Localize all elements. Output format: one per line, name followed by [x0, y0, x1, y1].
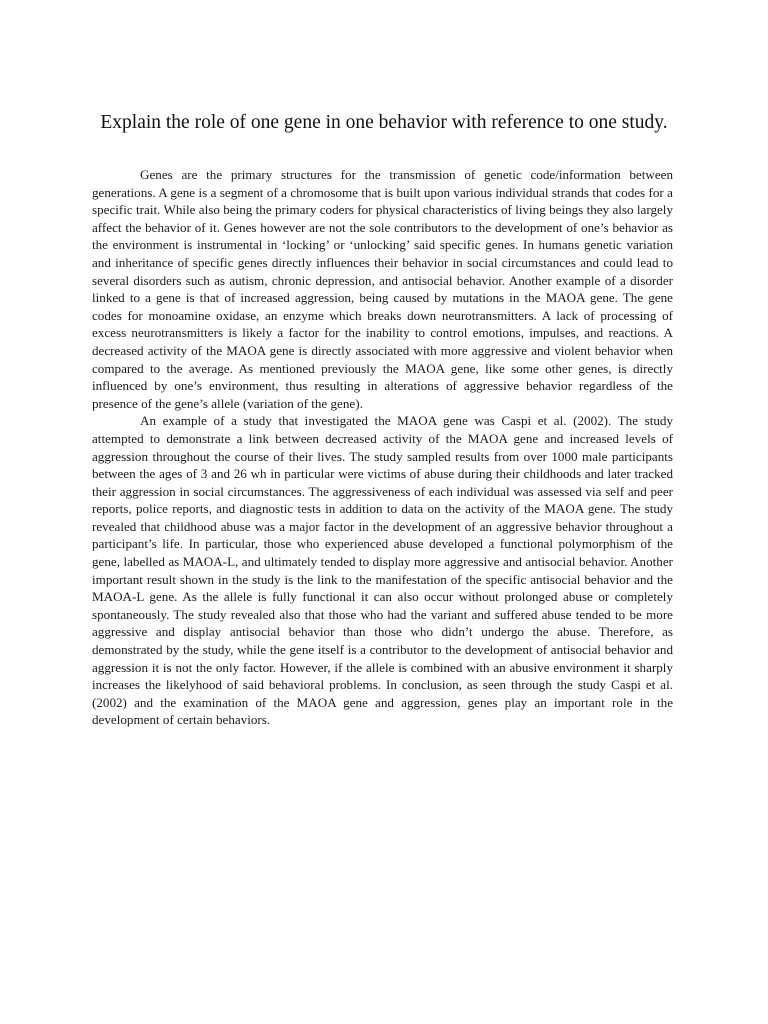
document-body	[92, 166, 673, 729]
paragraph-genes-overview: Genes are the primary structures for the transmission of genetic code/information between generations. A gene is a segment of a chromosome that is built upon various individual strands that codes for a specific trait. While also being the primary coders for physical characteristics of living beings they also largely affect the behavior of it. Genes however are not the sole contributors to the development of one’s behavior as the environment is instrumental in ‘locking’ or ‘unlocking’ said specific genes. In humans genetic variation and inheritance of specific genes directly influences their behavior in social circumstances and could lead to several disorders such as autism, chronic depression, and antisocial behavior. Another example of a disorder linked to a gene is that of increased aggression, being caused by mutations in the MAOA gene. The gene codes for monoamine oxidase, an enzyme which breaks down neurotransmitters. A lack of processing of excess neurotransmitters is likely a factor for the inability to control emotions, impulses, and reactions. A decreased activity of the MAOA gene is directly associated with more aggressive and violent behavior when compared to the average. As mentioned previously the MAOA gene, like some other genes, is directly influenced by one’s environment, thus resulting in alterations of aggressive behavior regardless of the presence of the gene’s allele (variation of the gene).	[92, 167, 673, 411]
paragraph-caspi-study: An example of a study that investigated the MAOA gene was Caspi et al. (2002). The study attempted to demonstrate a link between decreased activity of the MAOA gene and increased levels of aggression throughout the course of their lives. The study sampled results from over 1000 male participants between the ages of 3 and 26 wh in particular were victims of abuse during their childhoods and later tracked their aggression in social circumstances. The aggressiveness of each individual was assessed via self and peer reports, police reports, and diagnostic tests in addition to data on the activity of the MAOA gene. The study revealed that childhood abuse was a major factor in the development of an aggressive behavior throughout a participant’s life. In particular, those who experienced abuse developed a functional polymorphism of the gene, labelled as MAOA-L, and ultimately tended to display more aggressive and antisocial behavior. Another important result shown in the study is the link to the manifestation of the specific antisocial behavior and the MAOA-L gene. As the allele is fully functional it can also occur without prolonged abuse or completely spontaneously. The study revealed also that those who had the variant and suffered abuse tended to be more aggressive and display antisocial behavior than those who didn’t undergo the abuse. Therefore, as demonstrated by the study, while the gene itself is a contributor to the development of antisocial behavior and aggression it is not the only factor. However, if the allele is combined with an abusive environment it sharply increases the likelyhood of said behavioral problems. In conclusion, as seen through the study Caspi et al. (2002) and the examination of the MAOA gene and aggression, genes play an important role in the development of certain behaviors.	[92, 413, 673, 728]
document-title: Explain the role of one gene in one behavior with reference to one study.	[100, 112, 668, 133]
